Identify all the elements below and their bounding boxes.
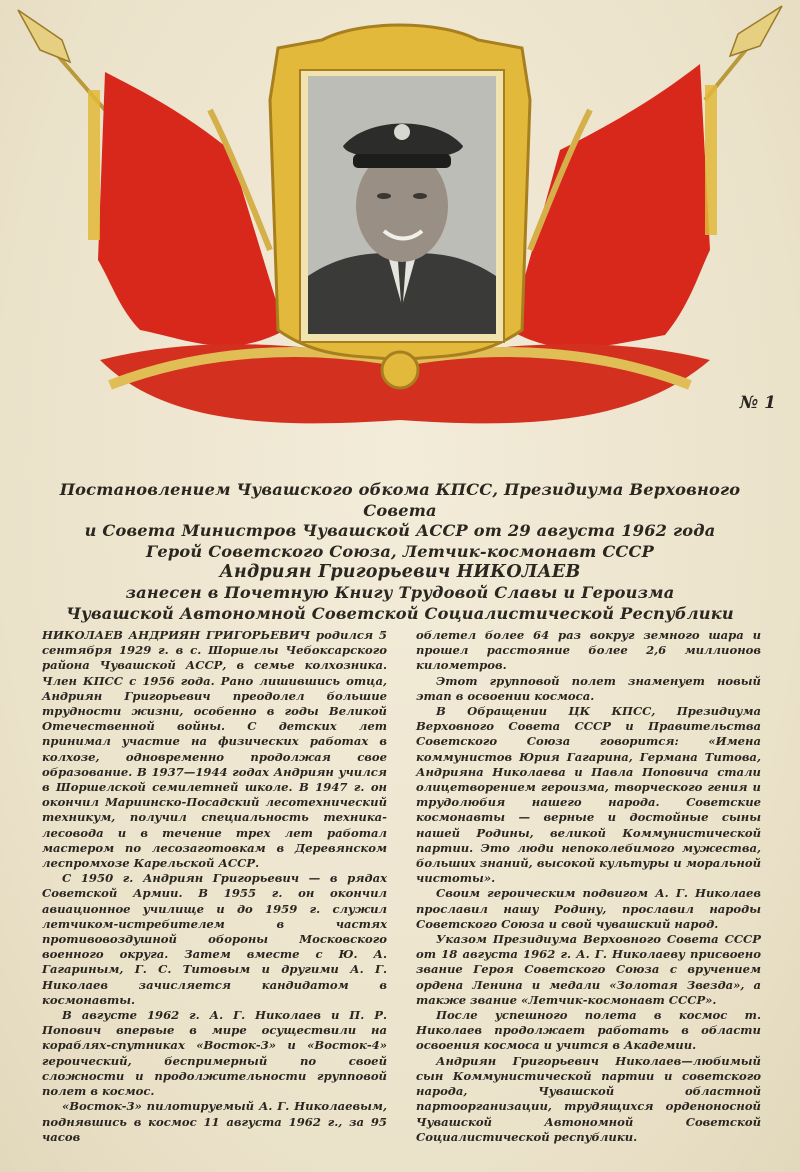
portrait-photo xyxy=(308,76,496,334)
decree-line: занесен в Почетную Книгу Трудовой Славы и Героизма xyxy=(125,582,675,602)
decree-line: и Совета Министров Чувашской АССР от 29 августа 1962 года xyxy=(84,521,716,541)
biography-paragraph: С 1950 г. Андриян Григорьевич — в рядах Советской Армии. В 1955 г. он окончил авиационное училище и до 1959 г. служил летчиком-истребителем в частях противовоздушной обороны Московского военного округа. Затем вместе с Ю. А. Гагариным, Г. С. Титовым и другими А. Г. Николаев зачисляется кандидатом в космонавты. xyxy=(42,871,387,1007)
hero-name: Андриян Григорьевич НИКОЛАЕВ xyxy=(219,562,581,583)
decree-line: Чувашской Автономной Советской Социалистической Республики xyxy=(66,603,734,623)
biography-column-left xyxy=(42,628,387,1145)
biography-paragraph: В августе 1962 г. А. Г. Николаев и П. Р. Попович впервые в мире осуществили на кораблях-спутниках «Восток-3» и «Восток-4» героический, беспримерный по своей сложности и продолжительности групповой полет в космос. xyxy=(42,1008,387,1099)
biography-column-right xyxy=(416,628,761,1145)
flags-emblem xyxy=(0,0,800,450)
biography-paragraph: После успешного полета в космос т. Николаев продолжает работать в области освоения космоса и учится в Академии. xyxy=(416,1008,761,1053)
decree-text xyxy=(40,480,760,624)
decree-line: Герой Советского Союза, Летчик-космонавт СССР xyxy=(146,541,654,561)
biography-paragraph: В Обращении ЦК КПСС, Президиума Верховного Совета СССР и Правительства Советского Союза говорится: «Имена коммунистов Юрия Гагарина, Германа Титова, Андрияна Николаева и Павла Поповича стали олицетворением героизма, творческого гения и трудолюбия нашего народа. Советские космонавты — верные и достойные сыны нашей Родины, великой Коммунистической партии. Это люди непоколебимого мужества, больших знаний, высокой культуры и моральной чистоты». xyxy=(416,704,761,886)
page-number: № 1 xyxy=(739,393,776,413)
decree-line: Постановлением Чувашского обкома КПСС, Президиума Верховного Совета xyxy=(59,480,741,520)
biography-paragraph: «Восток-3» пилотируемый А. Г. Николаевым, поднявшись в космос 11 августа 1962 г., за 95 часов xyxy=(42,1099,387,1144)
biography-paragraph: Этот групповой полет знаменует новый этап в освоении космоса. xyxy=(416,673,761,703)
biography-paragraph: облетел более 64 раз вокруг земного шара и прошел расстояние более 2,6 миллионов километров. xyxy=(416,628,761,673)
biography-paragraph: Указом Президиума Верховного Совета СССР от 18 августа 1962 г. А. Г. Николаеву присвоено звание Героя Советского Союза с вручением ордена Ленина и медали «Золотая Звезда», а также звание «Летчик-космонавт СССР». xyxy=(416,932,761,1007)
cosmonaut-portrait xyxy=(308,76,496,334)
biography-paragraph: НИКОЛАЕВ АНДРИЯН ГРИГОРЬЕВИЧ родился 5 сентября 1929 г. в с. Шоршелы Чебоксарского района Чувашской АССР, в семье колхозника. Член КПСС с 1956 года. Рано лишившись отца, Андриян Григорьевич преодолел большие трудности жизни, особенно в годы Великой Отечественной войны. С детских лет принимал участие на физических работах в колхозе, одновременно продолжая свое образование. В 1937—1944 годах Андриян учился в Шоршелской семилетней школе. В 1947 г. он окончил Мариинско-Посадский лесотехнический техникум, получил специальность техника-лесовода и в течение трех лет работал мастером по лесозаготовкам в Деревянском леспромхозе Карельской АССР. xyxy=(42,628,387,871)
biography-paragraph: Андриян Григорьевич Николаев—любимый сын Коммунистической партии и советского народа, Чувашской областной партоорганизации, трудящихся орденоносной Чувашской Автономной Советской Социалистической республики. xyxy=(416,1053,761,1144)
biography-paragraph: Своим героическим подвигом А. Г. Николаев прославил нашу Родину, прославил народы Советского Союза и свой чувашский народ. xyxy=(416,886,761,931)
